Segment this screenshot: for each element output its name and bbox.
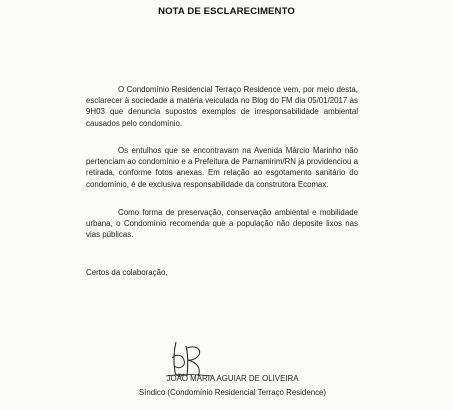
paragraph-intro xyxy=(86,84,358,129)
paragraph-entulhos xyxy=(86,145,358,190)
paragraph-preservacao xyxy=(86,207,358,241)
paragraph-preservacao-text: Como forma de preservação, conservação ambiental e mobilidade urbana, o Condomínio recomenda que a população não deposite lixos nas vias públicas. xyxy=(86,208,358,240)
signer-name: JOÃO MARIA AGUIAR DE OLIVEIRA xyxy=(166,374,299,383)
paragraph-intro-text: O Condomínio Residencial Terraço Residence vem, por meio desta, esclarecer à sociedade a matéria veiculada no Blog do FM dia 05/01/2017 às 9H03 que denuncia supostos exemplos de irresponsabilidade ambiental causados pelo condomínio. xyxy=(86,85,358,128)
signer-role: Síndico (Condomínio Residencial Terraço Residence) xyxy=(138,388,327,397)
document-title: NOTA DE ESCLARECIMENTO xyxy=(158,6,295,17)
closing-line: Certos da colaboração, xyxy=(86,268,168,277)
paragraph-entulhos-text: Os entulhos que se encontravam na Avenida Márcio Marinho não pertenciam ao condomínio e a Prefeitura de Parnamirim/RN já providenciou a retirada, conforme fotos anexas. Em relação ao esgotamento sanitário do condomínio, é de exclusiva responsabilidade da construtora Ecomax. xyxy=(86,146,358,189)
